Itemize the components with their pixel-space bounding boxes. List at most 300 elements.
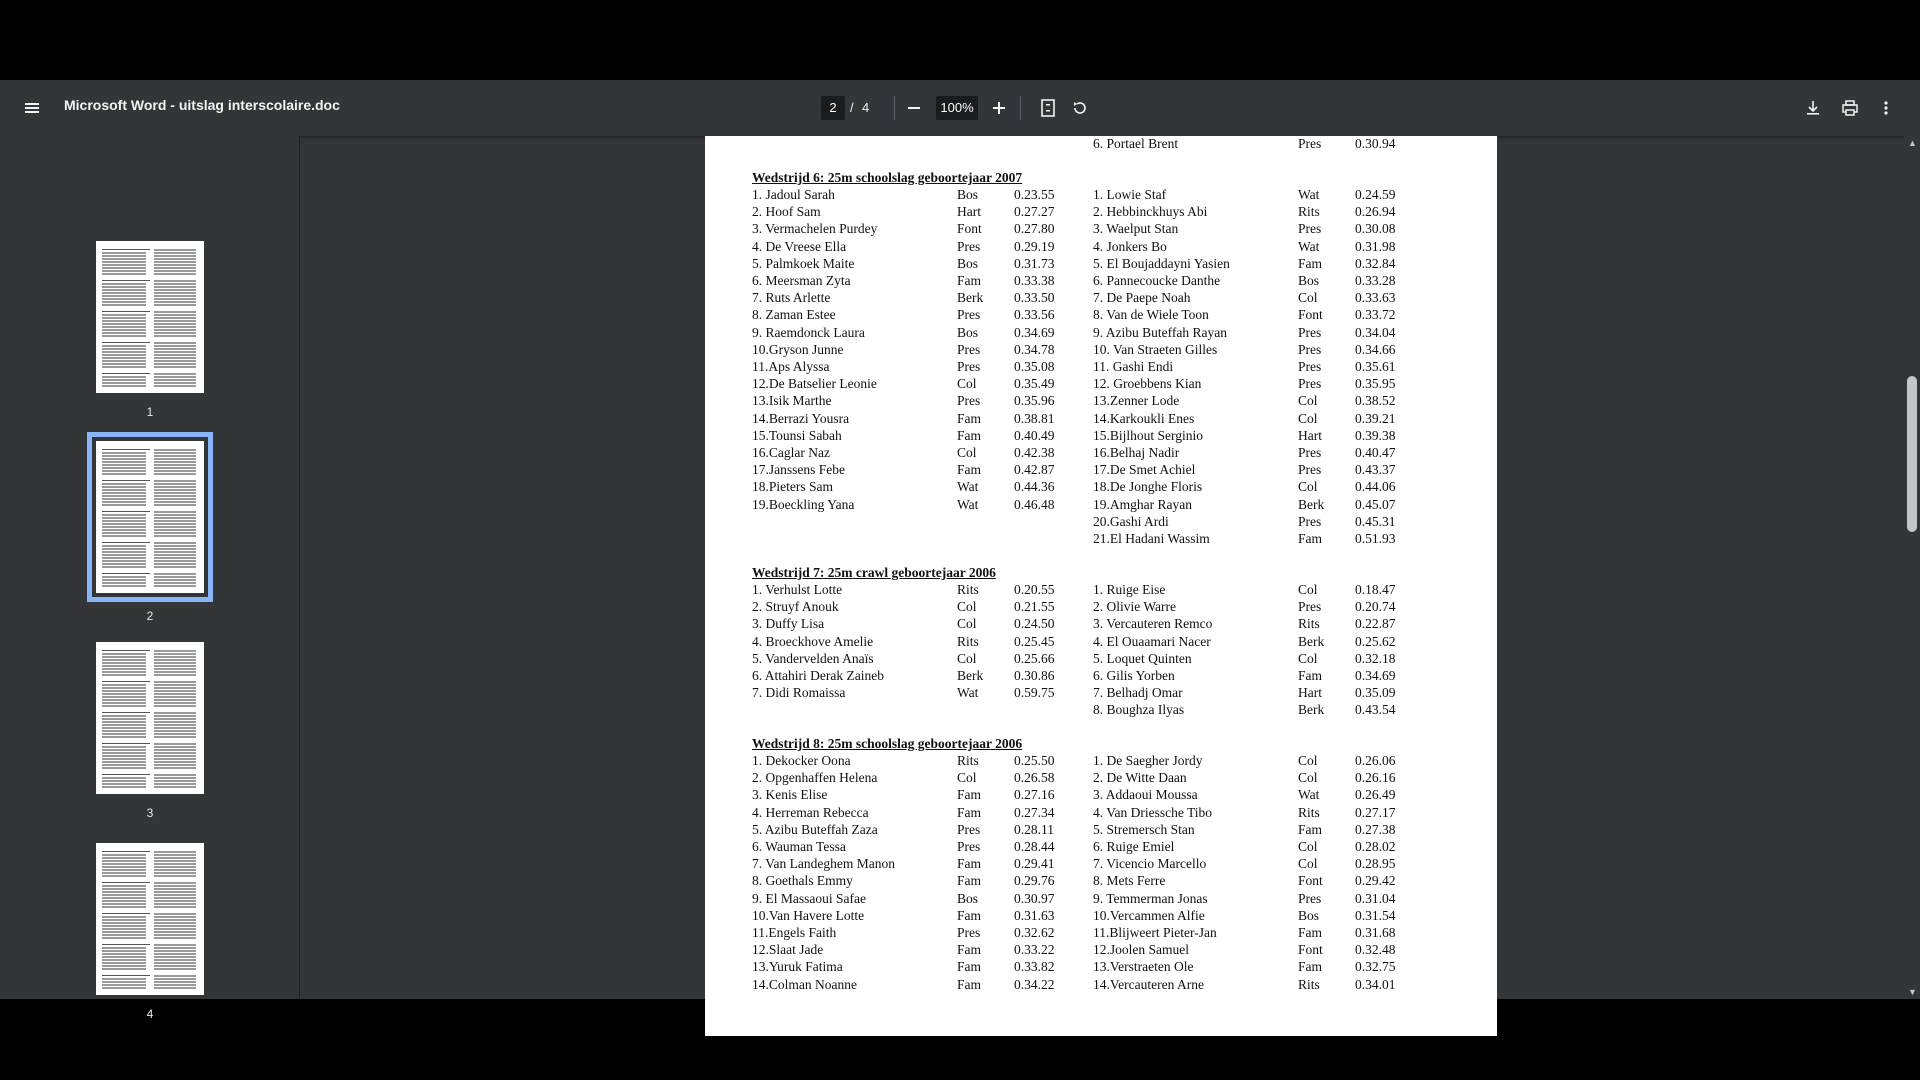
result-time: 0.38.52 (1355, 393, 1396, 409)
result-row (1093, 908, 1413, 925)
download-button[interactable] (1797, 92, 1829, 124)
result-club: Col (1298, 650, 1318, 666)
thumbnail-text-line (102, 382, 146, 384)
result-name: 11.Aps Alyssa (752, 359, 830, 374)
thumbnail-text-line (102, 455, 146, 457)
thumbnail-text-line (154, 557, 196, 559)
thumbnail-text-line (102, 542, 150, 543)
result-row (752, 839, 1072, 856)
result-time: 0.29.19 (1014, 238, 1055, 254)
result-club: Rits (957, 582, 979, 597)
thumbnail-text-line (102, 903, 146, 905)
result-club: Pres (957, 839, 981, 854)
thumbnail-text-line (154, 705, 196, 707)
more-options-button[interactable] (1870, 92, 1902, 124)
thumbnail-text-line (102, 560, 146, 562)
scroll-thumb[interactable] (1907, 376, 1917, 532)
thumbnail-text-line (154, 551, 196, 553)
thumbnail-text-line (154, 520, 196, 522)
result-name: 8. Boughza Ilyas (1093, 702, 1185, 718)
result-club: Col (957, 376, 977, 392)
thumbnail-text-line (102, 913, 150, 914)
thumbnail-text-line (102, 345, 146, 347)
thumbnail-text-line (154, 517, 196, 519)
result-name: 8. Van de Wiele Toon (1093, 307, 1209, 323)
thumbnail-text-line (154, 900, 196, 902)
result-name: 6. Gilis Yorben (1093, 668, 1175, 683)
result-time: 0.30.86 (1014, 668, 1055, 683)
thumbnail-text-line (102, 532, 146, 534)
result-row (1093, 136, 1413, 153)
result-name: 7. Didi Romaissa (752, 685, 846, 701)
result-name: 12.De Batselier Leonie (752, 376, 877, 392)
thumbnail-text-line (154, 351, 196, 353)
thumbnail-text-line (102, 311, 150, 312)
result-time: 0.28.02 (1355, 839, 1396, 854)
result-row (752, 256, 1072, 273)
thumbnail-text-line (102, 498, 146, 500)
thumbnail-text-line (102, 959, 146, 961)
result-name: 14.Colman Noanne (752, 976, 857, 992)
result-time: 0.26.16 (1355, 770, 1396, 786)
thumbnail-text-line (102, 978, 146, 980)
result-name: 14.Berrazi Yousra (752, 410, 850, 426)
rotate-button[interactable] (1064, 92, 1096, 124)
result-club: Bos (957, 187, 979, 202)
thumbnail-text-line (154, 863, 196, 865)
thumbnail-text-line (154, 764, 196, 766)
thumbnail-text-line (102, 761, 146, 763)
thumbnail-page-3[interactable] (96, 642, 204, 820)
result-club: Col (1298, 770, 1318, 786)
result-club: Col (957, 599, 977, 615)
result-name: 6. Wauman Tessa (752, 839, 846, 854)
result-time: 0.35.08 (1014, 359, 1055, 374)
result-name: 17.De Smet Achiel (1093, 462, 1196, 478)
thumbnail-text-line (102, 965, 146, 967)
result-club: Wat (1298, 187, 1320, 202)
thumbnail-text-line (102, 326, 146, 328)
thumbnail-text-line (102, 298, 146, 300)
result-name: 2. Hoof Sam (752, 204, 821, 220)
result-name: 3. Vercauteren Remco (1093, 616, 1213, 632)
thumbnail-text-line (154, 913, 196, 915)
result-row (752, 307, 1072, 324)
result-club: Pres (1298, 136, 1322, 151)
result-club: Rits (1298, 976, 1320, 992)
thumbnail-text-line (154, 320, 196, 322)
fit-page-button[interactable] (1032, 92, 1064, 124)
result-name: 2. Hebbinckhuys Abi (1093, 204, 1208, 220)
result-name: 9. Raemdonck Laura (752, 324, 865, 340)
pdf-viewer (0, 80, 1920, 1021)
result-club: Col (1298, 290, 1318, 306)
thumbnail-text-line (154, 273, 196, 275)
fit-page-icon (1040, 99, 1056, 117)
result-time: 0.34.69 (1355, 668, 1396, 683)
scroll-down-icon[interactable]: ▼ (1908, 987, 1917, 997)
thumbnail-text-line (154, 548, 196, 550)
result-row (752, 599, 1072, 616)
thumbnail-text-line (102, 483, 146, 485)
result-club: Hart (1298, 685, 1322, 701)
thumbnail-text-line (102, 919, 146, 921)
result-time: 0.25.62 (1355, 633, 1396, 649)
result-time: 0.31.54 (1355, 907, 1396, 923)
result-name: 1. Lowie Staf (1093, 187, 1167, 202)
thumbnail-text-line (154, 452, 196, 454)
thumbnail-text-line (102, 736, 146, 738)
thumbnail-text-line (154, 671, 196, 673)
thumbnail-text-line (102, 252, 146, 254)
thumbnail-text-line (102, 749, 146, 751)
result-row (752, 942, 1072, 959)
thumbnail-text-line (154, 535, 196, 537)
result-club: Fam (957, 273, 982, 288)
thumbnail-text-line (154, 283, 196, 285)
result-row (752, 925, 1072, 942)
thumbnail-text-line (154, 866, 196, 868)
thumbnail-text-line (102, 755, 146, 757)
thumbnail-text-line (102, 317, 146, 319)
result-time: 0.43.54 (1355, 702, 1396, 718)
thumbnail-text-line (154, 542, 196, 544)
result-club: Wat (957, 685, 979, 701)
result-time: 0.30.97 (1014, 890, 1055, 906)
thumbnail-text-line (154, 348, 196, 350)
thumbnail-text-line (102, 464, 146, 466)
result-row (1093, 685, 1413, 702)
result-club: Pres (1298, 376, 1322, 392)
thumbnail-text-line (154, 854, 196, 856)
thumbnail-text-line (102, 376, 146, 378)
result-row (752, 290, 1072, 307)
result-row (1093, 221, 1413, 238)
result-club: Rits (1298, 804, 1320, 820)
thumbnail-text-line (154, 730, 196, 732)
thumbnail-text-line (154, 687, 196, 689)
result-name: 11.Engels Faith (752, 925, 837, 940)
thumbnail-text-line (102, 863, 146, 865)
result-row (752, 908, 1072, 925)
thumbnail-text-line (102, 777, 146, 779)
thumbnail-text-line (154, 335, 196, 337)
thumbnail-text-line (154, 860, 196, 862)
thumbnail-label: 1 (146, 405, 154, 419)
zoom-input[interactable]: 100% (936, 96, 978, 120)
thumbnail-text-line (102, 786, 146, 788)
thumbnail-text-line (102, 273, 146, 275)
thumbnail-text-line (102, 650, 150, 651)
result-row (752, 239, 1072, 256)
thumbnail-text-line (102, 461, 146, 463)
thumbnail-text-line (102, 857, 146, 859)
result-name: 17.Janssens Febe (752, 462, 845, 478)
thumbnail-text-line (154, 699, 196, 701)
result-row (752, 977, 1072, 994)
thumbnail-text-line (154, 252, 196, 254)
result-club: Font (1298, 942, 1323, 958)
thumbnail-text-line (154, 264, 196, 266)
thumbnail-text-line (154, 758, 196, 760)
thumbnail-text-line (102, 702, 146, 704)
thumbnail-text-line (154, 984, 196, 986)
result-row (1093, 873, 1413, 890)
thumbnail-text-line (154, 267, 196, 269)
download-icon (1804, 99, 1822, 117)
thumbnail-text-line (102, 681, 150, 682)
thumbnail-text-line (102, 379, 146, 381)
thumbnail-text-line (102, 696, 146, 698)
thumbnail-text-line (154, 780, 196, 782)
result-club: Col (957, 616, 977, 632)
thumbnail-text-line (154, 891, 196, 893)
thumbnail-text-line (102, 693, 146, 695)
result-time: 0.27.80 (1014, 221, 1055, 237)
result-name: 5. El Boujaddayni Yasien (1093, 255, 1230, 271)
thumbnail-text-line (102, 656, 146, 658)
result-time: 0.35.49 (1014, 376, 1055, 392)
thumbnail-text-line (154, 357, 196, 359)
result-club: Col (957, 770, 977, 786)
result-time: 0.31.63 (1014, 907, 1055, 923)
result-name: 8. Goethals Emmy (752, 873, 853, 889)
thumbnail-text-line (102, 329, 146, 331)
result-club: Fam (1298, 925, 1323, 940)
thumbnail-label: 2 (146, 609, 154, 623)
result-club: Col (1298, 479, 1318, 495)
result-name: 6. Pannecoucke Danthe (1093, 273, 1221, 288)
thumbnail-text-line (154, 258, 196, 260)
zoom-in-button[interactable] (983, 92, 1015, 124)
result-time: 0.25.45 (1014, 633, 1055, 649)
result-club: Fam (957, 856, 982, 872)
result-name: 5. Stremersch Stan (1093, 821, 1195, 837)
result-time: 0.35.96 (1014, 393, 1055, 409)
thumbnail-text-line (102, 304, 146, 306)
thumbnail-text-line (102, 953, 146, 955)
page-number-input[interactable]: 2 (821, 96, 845, 120)
result-club: Rits (1298, 616, 1320, 632)
thumbnail-text-line (102, 511, 150, 512)
thumbnail-text-line (154, 724, 196, 726)
thumbnail-text-line (154, 382, 196, 384)
result-time: 0.28.44 (1014, 839, 1055, 854)
thumbnail-text-line (154, 696, 196, 698)
result-club: Pres (1298, 341, 1322, 357)
thumbnail-text-line (102, 752, 146, 754)
result-time: 0.28.11 (1014, 821, 1054, 837)
result-club: Pres (1298, 359, 1322, 374)
result-time: 0.27.34 (1014, 804, 1055, 820)
thumbnail-text-line (102, 526, 146, 528)
thumbnail-text-line (154, 379, 196, 381)
thumbnail-text-line (154, 774, 196, 776)
result-row (752, 411, 1072, 428)
thumbnail-text-line (154, 292, 196, 294)
result-club: Pres (957, 307, 981, 323)
result-row (752, 770, 1072, 787)
thumbnail-text-line (102, 360, 146, 362)
result-club: Pres (1298, 221, 1322, 237)
scrollbar[interactable] (1904, 136, 1920, 999)
result-row (752, 651, 1072, 668)
thumbnail-text-line (102, 385, 146, 387)
thumbnail-text-line (102, 897, 146, 899)
thumbnail-text-line (154, 498, 196, 500)
thumbnail-text-line (154, 702, 196, 704)
thumbnail-text-line (154, 483, 196, 485)
thumbnail-text-line (102, 674, 146, 676)
thumbnail-text-line (102, 860, 146, 862)
result-row (752, 204, 1072, 221)
result-name: 5. Palmkoek Maite (752, 255, 855, 271)
thumbnail-text-line (102, 467, 146, 469)
result-name: 19.Boeckling Yana (752, 496, 855, 512)
result-row (1093, 359, 1413, 376)
result-row (1093, 582, 1413, 599)
thumbnail-text-line (102, 690, 146, 692)
thumbnail-text-line (154, 668, 196, 670)
result-club: Rits (957, 753, 979, 768)
result-club: Pres (957, 238, 981, 254)
menu-button[interactable] (16, 92, 48, 124)
result-name: 11.Blijweert Pieter-Jan (1093, 925, 1217, 940)
minus-icon (907, 101, 921, 115)
thumbnail-text-line (154, 755, 196, 757)
thumbnail-text-line (102, 545, 146, 547)
result-club: Fam (957, 427, 982, 443)
result-name: 12.Slaat Jade (752, 942, 824, 958)
result-name: 3. Kenis Elise (752, 787, 828, 803)
result-row (752, 822, 1072, 839)
result-club: Font (1298, 307, 1323, 323)
thumbnail-text-line (102, 665, 146, 667)
thumbnail-text-line (102, 746, 146, 748)
result-row (1093, 839, 1413, 856)
result-club: Wat (957, 479, 979, 495)
result-club: Wat (1298, 787, 1320, 803)
thumbnail-text-line (154, 653, 196, 655)
thumbnail-text-line (102, 981, 146, 983)
thumbnail-text-line (154, 560, 196, 562)
thumbnail-text-line (102, 984, 146, 986)
page-separator: / (850, 100, 854, 115)
result-row (752, 428, 1072, 445)
thumbnail-text-line (102, 283, 146, 285)
result-row (1093, 805, 1413, 822)
thumbnail-text-line (102, 323, 146, 325)
thumbnail-text-line (154, 888, 196, 890)
more-vert-icon (1883, 99, 1889, 117)
result-time: 0.30.94 (1355, 136, 1396, 151)
thumbnail-text-line (154, 514, 196, 516)
result-row (752, 376, 1072, 393)
thumbnail-text-line (154, 665, 196, 667)
result-time: 0.42.38 (1014, 445, 1055, 460)
result-name: 9. El Massaoui Safae (752, 890, 866, 906)
result-club: Berk (1298, 496, 1325, 512)
thumbnail-text-line (102, 473, 146, 475)
thumbnail-text-line (154, 903, 196, 905)
result-time: 0.33.28 (1355, 273, 1396, 288)
result-row (752, 359, 1072, 376)
result-name: 2. Struyf Anouk (752, 599, 839, 615)
thumbnail-text-line (102, 668, 146, 670)
thumbnail-text-line (102, 551, 146, 553)
thumbnail-text-line (102, 931, 146, 933)
thumbnail-text-line (102, 258, 146, 260)
result-time: 0.32.18 (1355, 650, 1396, 666)
zoom-out-button[interactable] (898, 92, 930, 124)
scroll-up-icon[interactable]: ▲ (1908, 138, 1917, 148)
result-time: 0.59.75 (1014, 685, 1055, 701)
result-time: 0.24.59 (1355, 187, 1396, 202)
result-name: 3. Vermachelen Purdey (752, 221, 878, 237)
thumbnail-text-line (154, 289, 196, 291)
result-time: 0.40.49 (1014, 427, 1055, 443)
thumbnail-text-line (102, 894, 146, 896)
result-name: 10. Van Straeten Gilles (1093, 341, 1218, 357)
print-button[interactable] (1834, 92, 1866, 124)
thumbnail-text-line (102, 314, 146, 316)
result-time: 0.33.82 (1014, 959, 1055, 975)
thumbnail-text-line (154, 928, 196, 930)
document-area (300, 136, 1904, 999)
result-club: Fam (957, 410, 982, 426)
thumbnail-text-line (154, 965, 196, 967)
thumbnail-text-line (154, 526, 196, 528)
thumbnail-text-line (102, 975, 150, 976)
document-page (705, 136, 1497, 1036)
thumbnail-text-line (154, 467, 196, 469)
result-row (1093, 307, 1413, 324)
result-row (752, 891, 1072, 908)
result-time: 0.27.16 (1014, 787, 1055, 803)
result-club: Bos (1298, 907, 1320, 923)
result-time: 0.44.36 (1014, 479, 1055, 495)
thumbnail-text-line (102, 671, 146, 673)
thumbnail-text-line (102, 554, 146, 556)
thumbnail-text-line (154, 783, 196, 785)
thumbnail-text-line (154, 857, 196, 859)
result-row (752, 497, 1072, 514)
thumbnail-page-1[interactable] (96, 241, 204, 419)
result-time: 0.45.07 (1355, 496, 1396, 512)
thumbnail-text-line (102, 774, 150, 775)
result-club: Pres (1298, 599, 1322, 615)
thumbnail-text-line (102, 687, 146, 689)
result-club: Wat (957, 496, 979, 512)
thumbnail-text-line (154, 455, 196, 457)
thumbnail-page-4[interactable] (96, 843, 204, 1021)
result-club: Pres (1298, 445, 1322, 460)
result-row (752, 856, 1072, 873)
result-row (1093, 445, 1413, 462)
thumbnail-image (96, 642, 204, 794)
thumbnail-text-line (154, 894, 196, 896)
thumbnail-text-line (154, 875, 196, 877)
result-club: Bos (957, 255, 979, 271)
thumbnail-text-line (154, 684, 196, 686)
thumbnail-text-line (154, 354, 196, 356)
thumbnail-page-2[interactable] (96, 441, 204, 623)
thumbnail-text-line (154, 715, 196, 717)
result-name: 3. Waelput Stan (1093, 221, 1179, 237)
thumbnail-text-line (102, 351, 146, 353)
result-name: 12.Joolen Samuel (1093, 942, 1189, 958)
result-club: Font (1298, 873, 1323, 889)
